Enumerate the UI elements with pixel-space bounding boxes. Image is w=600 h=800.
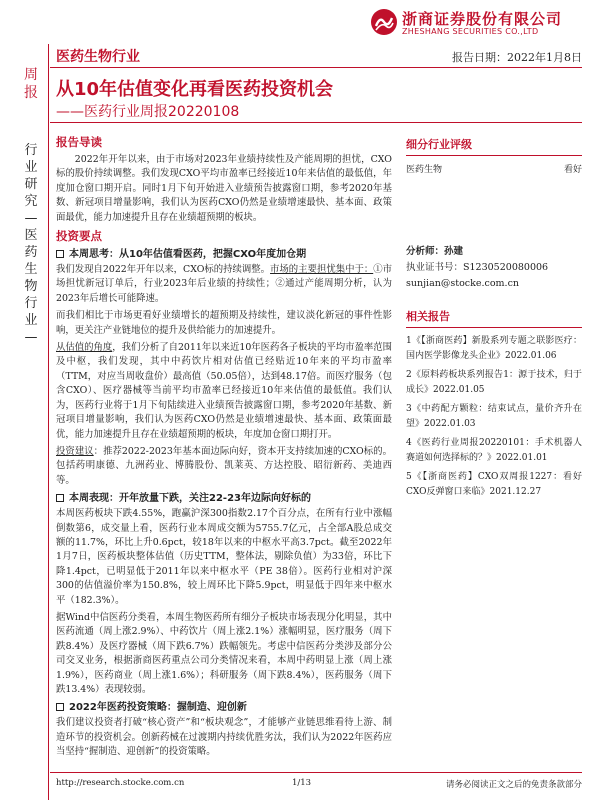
main-content <box>56 132 392 763</box>
brand-name-en: ZHESHANG SECURITIES CO.,LTD <box>402 27 539 36</box>
point2-heading: 本周表现：开年放量下跌，关注22-23年边际向好标的 <box>56 491 392 506</box>
related-heading: 相关报告 <box>406 310 450 323</box>
analyst-block <box>406 244 582 292</box>
rating-block <box>406 136 582 175</box>
footer-page-number: 1/13 <box>292 778 312 788</box>
page-title: 从10年估值变化再看医药投资机会 <box>56 79 334 100</box>
related-item[interactable]: 4《医药行业周报20220101：手术机器人赛道如何选择标的？》2022.01.01 <box>406 438 582 463</box>
point1-para-c: 从估值的角度，我们分析了自2011年以来近10年医药各子板块的平均市盈率范围及中枢，我们发现，其中中药饮片相对估值已经贴近10年来的平均市盈率（TTM，对应当周收盘价）最高值（50.05倍），达到48.17倍。而医疗服务（包含CXO）、医疗器械等当前平均市盈率已经接近10年来估值的最低值。我们认为，医药行业将于1月下旬陆续进入业绩预告披露窗口期，参考2020年基数、新冠项目增量影响，我们认为医药CXO仍然是业绩增速最快、基本面、政策面最优，能力加速提升且存在业绩超预期的板块，年度加仓窗口期打开。 <box>56 342 392 440</box>
analyst-cert: 执业证书号：S1230520080006 <box>406 262 549 273</box>
report-date: 报告日期：2022年1月8日 <box>452 51 582 64</box>
point1-para-b: 而我们相比于市场更看好业绩增长的超预期及持续性，建议淡化新冠的事件性影响，更关注产业链地位的提升及供给能力的加速提升。 <box>56 310 392 336</box>
point1-para-d: 投资建议：推荐2022-2023年基本面边际向好，资本开支持续加速的CXO标的。包括药明康德、九洲药业、博腾股份、凯莱英、方达控股、昭衍新药、美迪西等。 <box>56 445 392 486</box>
brand-name-cn: 浙商证券股份有限公司 <box>402 10 563 28</box>
rating-row <box>406 162 582 175</box>
point1-para-a: 我们发现自2022年开年以来，CXO标的持续调整。市场的主要担忧集中于：①市场担忧新冠订单后，行业2023年后业绩的持续性；②通过产能周期分析，认为2023年后增长可能降速。 <box>56 264 392 304</box>
related-item[interactable]: 3《中药配方颗粒：结束试点，量价齐升在望》2022.01.03 <box>406 404 582 429</box>
rating-sector: 医药生物 <box>406 165 443 175</box>
brand-emblem-icon <box>370 8 398 36</box>
side-divider <box>48 44 49 800</box>
point2-para-b: 据Wind中信医药分类看，本周生物医药所有细分子板块市场表现分化明显，其中医药流通（周上涨2.9%）、中药饮片（周上涨2.1%）涨幅明显，医疗服务（周下跌8.4%）及医疗器械（周下跌6.7%）跌幅领先。考虑中信医药分类涉及部分公司交叉业务，根据浙商医药重点公司分类情况来看，本周中药明显上涨（周上涨1.9%），医药商业（周上涨1.6%）；科研服务（周下跌8.4%），医药服务（周下跌13.4%）表现较弱。 <box>56 611 392 695</box>
points-heading: 投资要点 <box>56 229 102 244</box>
related-item[interactable]: 2《原料药板块系列报告1：源于技术，归于成长》2022.01.05 <box>406 370 582 395</box>
related-divider <box>406 327 582 328</box>
guide-text: 2022年开年以来，由于市场对2023年业绩持续性及产能周期的担忧，CXO标的股价持续调整。我们发现CXO平均市盈率已经接近10年来估值的最低值，年度加仓窗口期开启。同时1月下旬开始进入业绩预告披露窗口期，参考2020年基数、新冠项目增量影响，我们认为医药CXO仍然是业绩增速最快、基本面、政策面最优，能力加速提升且存在业绩超预期的板块。 <box>56 154 392 223</box>
side-label-category: 行业研究—医药生物行业— <box>24 143 38 345</box>
industry-label: 医药生物行业 <box>56 49 140 65</box>
side-label-weekly: 周报 <box>24 67 38 101</box>
footer-disclaimer: 请务必阅读正文之后的免责条款部分 <box>445 780 582 790</box>
point1-heading: 本周思考：从10年估值看医药，把握CXO年度加仓期 <box>56 247 392 262</box>
title-divider <box>50 122 582 123</box>
checkbox-bullet-icon <box>56 494 64 502</box>
related-block <box>406 308 582 504</box>
guide-heading: 报告导读 <box>56 135 102 149</box>
analyst-email[interactable]: sunjian@stocke.com.cn <box>406 278 520 289</box>
footer-divider <box>50 772 582 773</box>
rating-heading: 细分行业评级 <box>406 138 472 151</box>
header-divider <box>50 67 582 68</box>
related-item[interactable]: 1《【浙商医药】新股系列专题之联影医疗：国内医学影像龙头企业》2022.01.06 <box>406 336 582 361</box>
checkbox-bullet-icon <box>56 703 64 711</box>
brand-logo <box>370 6 595 40</box>
checkbox-bullet-icon <box>56 250 64 258</box>
analyst-name: 分析师：孙建 <box>406 246 464 257</box>
rating-value: 看好 <box>563 165 582 175</box>
page-subtitle: ——医药行业周报20220108 <box>56 104 240 120</box>
footer-url[interactable]: http://research.stocke.com.cn <box>56 778 185 788</box>
point3-para-a: 我们建议投资者打破“核心资产”和“板块观念”，才能够产业链思维看待上游、制造环节的投资机会。创新药械在过渡期内持续优胜劣汰，我们认为2022年医药应当坚持“握制造、迎创新”的投资策略。 <box>56 717 392 758</box>
point3-heading: 2022年医药投资策略：握制造、迎创新 <box>56 700 392 715</box>
point2-para-a: 本周医药板块下跌4.55%，跑赢沪深300指数2.17个百分点，在所有行业中涨幅倒数第6，成交量上看，医药行业本周成交额为5755.7亿元，占全部A股总成交额的11.7%，环比上升0.6pct，较18年以来的中枢水平高3.7pct。截至2022年1月7日，医药板块整体估值（历史TTM，整体法，剔除负值）为33倍，环比下降1.4pct，已明显低于2011年以来中枢水平（PE 38倍）。医药行业相对沪深300的估值溢价率为150.8%，较上周环比下降5.9pct，明显低于四年来中枢水平（182.3%）。 <box>56 508 392 606</box>
related-item[interactable]: 5《【浙商医药】CXO双周报1227：看好CXO反弹窗口来临》2021.12.27 <box>406 472 582 497</box>
rating-divider <box>406 155 582 156</box>
